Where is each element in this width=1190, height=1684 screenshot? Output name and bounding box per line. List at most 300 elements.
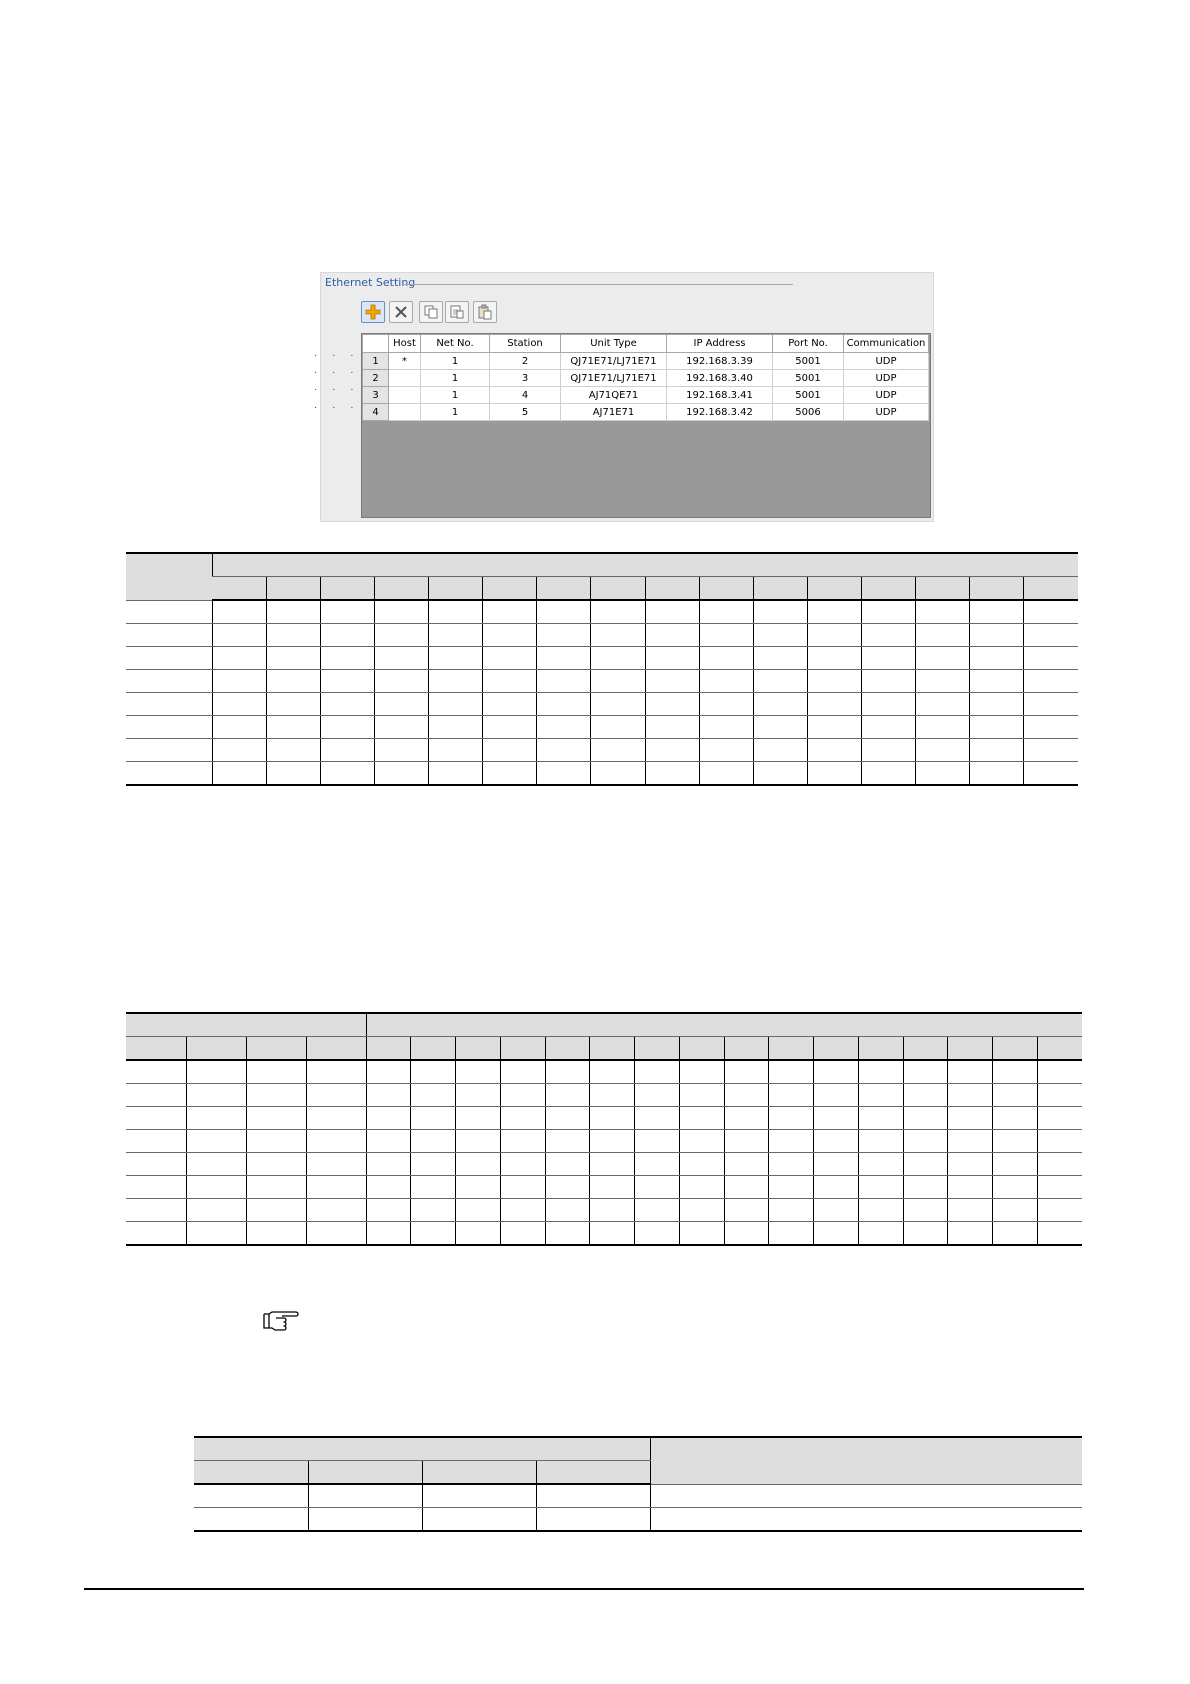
table-cell	[645, 600, 699, 624]
table-row[interactable]	[363, 370, 929, 387]
table-cell	[645, 739, 699, 762]
table-cell	[916, 716, 970, 739]
table-header-row	[363, 335, 929, 353]
table-cell	[993, 1130, 1038, 1153]
table-cell	[970, 624, 1024, 647]
table-cell	[916, 670, 970, 693]
table-cell	[590, 1130, 635, 1153]
column-header	[363, 335, 389, 353]
table-cell	[769, 1060, 814, 1084]
table-cell	[645, 693, 699, 716]
table-cell	[126, 762, 212, 786]
station-cell[interactable]: 2	[490, 353, 561, 370]
table-cell	[366, 1130, 411, 1153]
host-cell[interactable]	[389, 370, 421, 387]
table-cell	[1037, 1222, 1082, 1246]
table-cell	[320, 739, 374, 762]
table-cell	[411, 1153, 456, 1176]
table-cell	[699, 624, 753, 647]
table-cell	[590, 1037, 635, 1061]
table-cell	[1024, 600, 1078, 624]
table-cell	[724, 1107, 769, 1130]
table-cell	[375, 739, 429, 762]
station-cell[interactable]: 4	[490, 387, 561, 404]
table-cell	[858, 1222, 903, 1246]
table-cell	[246, 1060, 306, 1084]
table-cell	[126, 739, 212, 762]
column-header-net-no[interactable]: Net No.	[421, 335, 490, 353]
communication-cell[interactable]: UDP	[844, 387, 929, 404]
table-cell	[903, 1060, 948, 1084]
table-cell	[645, 670, 699, 693]
table-cell	[366, 1222, 411, 1246]
table-cell	[807, 600, 861, 624]
table-cell	[306, 1107, 366, 1130]
table-cell	[591, 716, 645, 739]
table-cell	[635, 1060, 680, 1084]
document-table-2	[126, 1012, 1082, 1246]
table-cell	[1037, 1199, 1082, 1222]
table-cell	[858, 1199, 903, 1222]
table-cell	[246, 1037, 306, 1061]
table-cell	[194, 1508, 308, 1532]
table-cell	[308, 1484, 422, 1508]
table-cell	[212, 739, 266, 762]
table-cell	[807, 716, 861, 739]
table-cell	[679, 1084, 724, 1107]
table-cell	[266, 647, 320, 670]
table-cell	[916, 739, 970, 762]
table-header-row	[126, 1037, 1082, 1061]
table-cell	[753, 716, 807, 739]
table-cell	[948, 1176, 993, 1199]
table-cell	[266, 577, 320, 601]
row-marker: · · ·	[314, 402, 360, 413]
table-cell	[679, 1060, 724, 1084]
table-row	[126, 624, 1078, 647]
table-cell	[814, 1222, 859, 1246]
table-cell	[993, 1153, 1038, 1176]
table-cell	[1024, 716, 1078, 739]
table-cell	[858, 1107, 903, 1130]
table-cell	[306, 1130, 366, 1153]
table-cell	[635, 1130, 680, 1153]
copy-button[interactable]	[419, 301, 443, 323]
table-cell	[591, 577, 645, 601]
table-cell	[246, 1153, 306, 1176]
table-cell	[212, 716, 266, 739]
table-cell	[266, 716, 320, 739]
table-cell	[753, 577, 807, 601]
table-cell	[537, 647, 591, 670]
table-cell	[769, 1153, 814, 1176]
table-cell	[500, 1037, 545, 1061]
table-cell	[948, 1107, 993, 1130]
table-cell	[861, 670, 915, 693]
table-cell	[375, 577, 429, 601]
table-cell	[537, 716, 591, 739]
table-cell	[212, 577, 266, 601]
net-no-cell[interactable]: 1	[421, 353, 490, 370]
table-cell	[769, 1130, 814, 1153]
table-cell	[537, 624, 591, 647]
table-cell	[456, 1176, 501, 1199]
table-cell	[948, 1153, 993, 1176]
column-header-port-no[interactable]: Port No.	[773, 335, 844, 353]
row-number[interactable]: 2	[363, 370, 389, 387]
table-cell	[411, 1130, 456, 1153]
table-cell	[861, 647, 915, 670]
net-no-cell[interactable]: 1	[421, 387, 490, 404]
table-cell	[320, 716, 374, 739]
table-cell	[366, 1107, 411, 1130]
table-cell	[306, 1060, 366, 1084]
table-cell	[916, 647, 970, 670]
table-cell	[429, 577, 483, 601]
table-row	[126, 716, 1078, 739]
table-cell	[186, 1130, 246, 1153]
table-cell	[948, 1199, 993, 1222]
table-cell	[126, 670, 212, 693]
table-cell	[590, 1060, 635, 1084]
table-cell	[126, 624, 212, 647]
table-cell	[724, 1176, 769, 1199]
table-cell	[916, 600, 970, 624]
table-cell	[699, 739, 753, 762]
table-cell	[545, 1176, 590, 1199]
table-cell	[1024, 693, 1078, 716]
table-cell	[993, 1037, 1038, 1061]
table-cell	[916, 762, 970, 786]
table-cell	[769, 1084, 814, 1107]
paste-button[interactable]	[473, 301, 497, 323]
table-cell	[429, 600, 483, 624]
table-cell	[645, 577, 699, 601]
table-cell	[590, 1176, 635, 1199]
table-cell	[536, 1508, 650, 1532]
delete-icon	[393, 304, 409, 320]
table-cell	[366, 1199, 411, 1222]
pointing-hand-icon	[262, 1310, 306, 1332]
column-header-host[interactable]: Host	[389, 335, 421, 353]
table-cell	[769, 1176, 814, 1199]
table-cell	[993, 1084, 1038, 1107]
table-cell	[807, 577, 861, 601]
table-cell	[537, 670, 591, 693]
table-cell	[126, 1153, 186, 1176]
table-cell	[483, 693, 537, 716]
unit-type-cell[interactable]: AJ71QE71	[561, 387, 667, 404]
table-cell	[753, 739, 807, 762]
table-cell	[993, 1176, 1038, 1199]
table-cell	[591, 624, 645, 647]
table-cell	[858, 1060, 903, 1084]
table-cell	[537, 577, 591, 601]
table-cell	[366, 1013, 1082, 1037]
table-cell	[500, 1107, 545, 1130]
table-cell	[993, 1199, 1038, 1222]
table-cell	[645, 647, 699, 670]
table-cell	[753, 693, 807, 716]
table-cell	[545, 1222, 590, 1246]
table-cell	[753, 624, 807, 647]
table-cell	[366, 1176, 411, 1199]
table-cell	[1037, 1037, 1082, 1061]
table-cell	[861, 762, 915, 786]
table-row	[126, 600, 1078, 624]
communication-cell[interactable]: UDP	[844, 404, 929, 421]
title-divider	[403, 284, 793, 285]
table-cell	[212, 762, 266, 786]
table-row[interactable]	[363, 404, 929, 421]
table-row	[126, 1199, 1082, 1222]
cut-icon	[449, 304, 465, 320]
table-cell	[126, 1222, 186, 1246]
table-cell	[916, 577, 970, 601]
table-cell	[916, 624, 970, 647]
table-cell	[650, 1437, 1082, 1484]
table-cell	[814, 1130, 859, 1153]
table-cell	[1024, 670, 1078, 693]
table-row	[126, 1153, 1082, 1176]
table-cell	[699, 600, 753, 624]
table-cell	[186, 1199, 246, 1222]
table-cell	[422, 1508, 536, 1532]
table-cell	[186, 1153, 246, 1176]
table-cell	[126, 1037, 186, 1061]
table-cell	[916, 693, 970, 716]
table-cell	[500, 1060, 545, 1084]
table-row	[126, 1130, 1082, 1153]
document-table-3	[194, 1436, 1082, 1532]
table-cell	[186, 1084, 246, 1107]
table-cell	[126, 693, 212, 716]
table-cell	[903, 1176, 948, 1199]
table-cell	[858, 1153, 903, 1176]
table-cell	[970, 600, 1024, 624]
copy-icon	[423, 304, 439, 320]
ethernet-setting-panel	[320, 272, 934, 522]
table-cell	[483, 577, 537, 601]
table-cell	[970, 762, 1024, 786]
table-cell	[246, 1107, 306, 1130]
row-number[interactable]: 1	[363, 353, 389, 370]
table-cell	[536, 1461, 650, 1485]
table-cell	[1037, 1153, 1082, 1176]
host-cell[interactable]	[389, 387, 421, 404]
table-cell	[591, 670, 645, 693]
ip-address-cell[interactable]: 192.168.3.39	[667, 353, 773, 370]
table-header-row	[126, 1013, 1082, 1037]
table-cell	[483, 624, 537, 647]
table-row	[126, 1084, 1082, 1107]
column-header-communication[interactable]: Communication	[844, 335, 929, 353]
table-cell	[590, 1153, 635, 1176]
table-row[interactable]	[363, 387, 929, 404]
table-cell	[699, 693, 753, 716]
table-row[interactable]	[363, 353, 929, 370]
table-cell	[814, 1153, 859, 1176]
table-cell	[724, 1037, 769, 1061]
table-row	[194, 1508, 1082, 1532]
table-cell	[545, 1153, 590, 1176]
table-cell	[537, 739, 591, 762]
table-cell	[679, 1222, 724, 1246]
table-cell	[861, 624, 915, 647]
table-cell	[429, 647, 483, 670]
table-cell	[807, 647, 861, 670]
table-cell	[724, 1084, 769, 1107]
station-cell[interactable]: 3	[490, 370, 561, 387]
table-cell	[306, 1153, 366, 1176]
table-cell	[1024, 624, 1078, 647]
table-cell	[635, 1037, 680, 1061]
ip-address-cell[interactable]: 192.168.3.42	[667, 404, 773, 421]
table-cell	[126, 1199, 186, 1222]
table-cell	[456, 1153, 501, 1176]
table-cell	[769, 1199, 814, 1222]
row-marker: · · ·	[314, 350, 360, 361]
table-cell	[545, 1084, 590, 1107]
table-row	[126, 647, 1078, 670]
station-cell[interactable]: 5	[490, 404, 561, 421]
table-cell	[483, 762, 537, 786]
table-cell	[948, 1130, 993, 1153]
table-cell	[483, 716, 537, 739]
table-cell	[591, 600, 645, 624]
table-cell	[858, 1084, 903, 1107]
unit-type-cell[interactable]: AJ71E71	[561, 404, 667, 421]
table-cell	[1037, 1060, 1082, 1084]
table-cell	[266, 693, 320, 716]
port-no-cell[interactable]: 5001	[773, 370, 844, 387]
table-cell	[306, 1084, 366, 1107]
table-cell	[645, 762, 699, 786]
table-cell	[375, 693, 429, 716]
table-header-row	[126, 553, 1078, 577]
table-cell	[545, 1199, 590, 1222]
table-cell	[429, 762, 483, 786]
communication-cell[interactable]: UDP	[844, 353, 929, 370]
port-no-cell[interactable]: 5006	[773, 404, 844, 421]
table-cell	[411, 1176, 456, 1199]
table-cell	[970, 739, 1024, 762]
table-cell	[456, 1199, 501, 1222]
unit-type-cell[interactable]: QJ71E71/LJ71E71	[561, 370, 667, 387]
column-header-ip-address[interactable]: IP Address	[667, 335, 773, 353]
communication-cell[interactable]: UDP	[844, 370, 929, 387]
ip-address-cell[interactable]: 192.168.3.41	[667, 387, 773, 404]
port-no-cell[interactable]: 5001	[773, 353, 844, 370]
table-cell	[320, 670, 374, 693]
table-cell	[266, 739, 320, 762]
column-header-station[interactable]: Station	[490, 335, 561, 353]
station-table	[362, 334, 929, 421]
table-row	[126, 670, 1078, 693]
table-cell	[246, 1199, 306, 1222]
table-row	[194, 1484, 1082, 1508]
table-row	[126, 762, 1078, 786]
table-cell	[1024, 762, 1078, 786]
table-cell	[650, 1484, 1082, 1508]
add-row-button[interactable]	[361, 301, 385, 323]
table-cell	[308, 1461, 422, 1485]
table-cell	[903, 1107, 948, 1130]
table-cell	[679, 1130, 724, 1153]
net-no-cell[interactable]: 1	[421, 404, 490, 421]
table-cell	[679, 1037, 724, 1061]
table-cell	[456, 1107, 501, 1130]
table-cell	[320, 762, 374, 786]
table-cell	[679, 1176, 724, 1199]
table-cell	[699, 670, 753, 693]
table-cell	[537, 762, 591, 786]
table-cell	[126, 600, 212, 624]
table-cell	[807, 693, 861, 716]
table-cell	[1024, 647, 1078, 670]
table-cell	[1037, 1176, 1082, 1199]
table-cell	[246, 1176, 306, 1199]
table-cell	[366, 1153, 411, 1176]
ip-address-cell[interactable]: 192.168.3.40	[667, 370, 773, 387]
table-cell	[970, 577, 1024, 601]
table-cell	[814, 1199, 859, 1222]
row-number[interactable]: 4	[363, 404, 389, 421]
table-row	[126, 1222, 1082, 1246]
table-cell	[699, 647, 753, 670]
table-cell	[993, 1107, 1038, 1130]
port-no-cell[interactable]: 5001	[773, 387, 844, 404]
row-marker: · · ·	[314, 367, 360, 378]
table-cell	[993, 1060, 1038, 1084]
table-cell	[724, 1060, 769, 1084]
table-cell	[753, 670, 807, 693]
table-cell	[814, 1060, 859, 1084]
table-cell	[903, 1222, 948, 1246]
table-cell	[212, 600, 266, 624]
table-cell	[212, 670, 266, 693]
table-cell	[411, 1037, 456, 1061]
table-cell	[993, 1222, 1038, 1246]
table-cell	[212, 553, 1078, 577]
table-cell	[861, 693, 915, 716]
table-cell	[411, 1107, 456, 1130]
host-cell[interactable]: *	[389, 353, 421, 370]
cut-button[interactable]	[445, 301, 469, 323]
table-cell	[483, 670, 537, 693]
table-cell	[590, 1199, 635, 1222]
add-icon	[365, 304, 381, 320]
table-cell	[948, 1060, 993, 1084]
station-grid[interactable]	[361, 333, 931, 518]
table-cell	[483, 739, 537, 762]
table-cell	[807, 624, 861, 647]
unit-type-cell[interactable]: QJ71E71/LJ71E71	[561, 353, 667, 370]
table-cell	[306, 1176, 366, 1199]
table-cell	[126, 1176, 186, 1199]
table-cell	[1037, 1084, 1082, 1107]
table-cell	[948, 1037, 993, 1061]
table-cell	[699, 762, 753, 786]
table-cell	[814, 1176, 859, 1199]
column-header-unit-type[interactable]: Unit Type	[561, 335, 667, 353]
table-cell	[126, 1060, 186, 1084]
host-cell[interactable]	[389, 404, 421, 421]
delete-row-button[interactable]	[389, 301, 413, 323]
row-number[interactable]: 3	[363, 387, 389, 404]
net-no-cell[interactable]: 1	[421, 370, 490, 387]
table-cell	[266, 762, 320, 786]
